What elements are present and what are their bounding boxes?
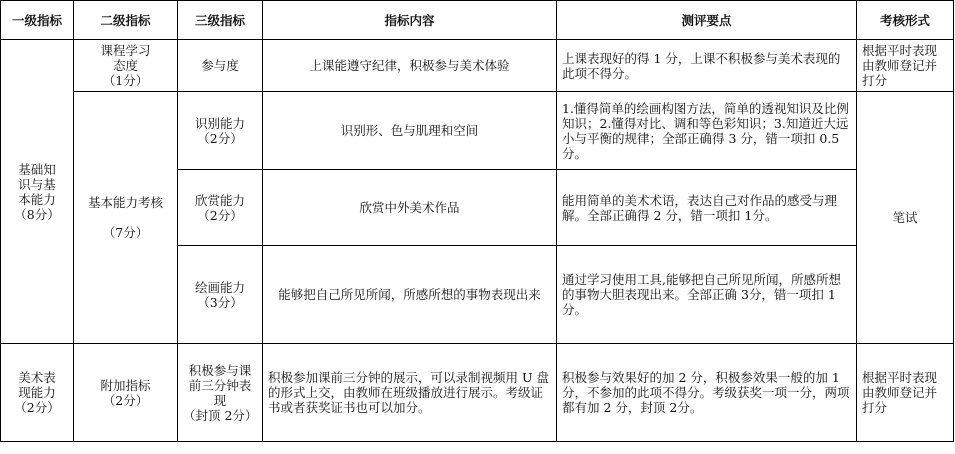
table-row — [1, 40, 954, 92]
content-appreciation: 欣赏中外美术作品 — [263, 170, 557, 246]
table-row — [1, 92, 954, 170]
header-content: 指标内容 — [263, 1, 557, 40]
content-pre-class-show: 积极参加课前三分钟的展示，可以录制视频用 U 盘的形式上交，由教师在班级播放进行展示。考级证书或者获奖证书也可以加分。 — [263, 344, 557, 442]
header-points: 测评要点 — [557, 1, 857, 40]
level1-basic-ability: 基础知 识与基 本能力 （8分） — [1, 40, 74, 344]
level3-recognition: 识别能力 （2分） — [178, 92, 263, 170]
points-pre-class-show: 积极参与效果好的加 2 分，积极参效果一般的加 1 分，不参加的此项不得分。考级获奖一项一分，两项都有加 2 分，封顶 2分。 — [557, 344, 857, 442]
points-appreciation: 能用简单的美术术语，表达自己对作品的感受与理解。全部正确得 2 分，错一项扣 1分。 — [557, 170, 857, 246]
header-row — [1, 1, 954, 40]
form-participation: 根据平时表现由教师登记并打分 — [857, 40, 954, 92]
header-level1: 一级指标 — [1, 1, 74, 40]
level3-pre-class-show: 积极参与课前三分钟表现 （封顶 2分） — [178, 344, 263, 442]
content-recognition: 识别形、色与肌理和空间 — [263, 92, 557, 170]
level2-attitude: 课程学习 态度 （1分） — [74, 40, 178, 92]
level3-participation: 参与度 — [178, 40, 263, 92]
form-written-test: 笔试 — [857, 92, 954, 344]
level2-additional: 附加指标 （2分） — [74, 344, 178, 442]
level2-basic-assessment: 基本能力考核 （7分） — [74, 92, 178, 344]
level1-art-expression: 美术表 现能力 （2分） — [1, 344, 74, 442]
level3-drawing: 绘画能力 （3分） — [178, 246, 263, 344]
content-participation: 上课能遵守纪律，积极参与美术体验 — [263, 40, 557, 92]
header-level3: 三级指标 — [178, 1, 263, 40]
table-row — [1, 344, 954, 442]
points-participation: 上课表现好的得 1 分，上课不积极参与美术表现的此项不得分。 — [557, 40, 857, 92]
form-pre-class-show: 根据平时表现由教师登记并打分 — [857, 344, 954, 442]
level3-appreciation: 欣赏能力 （2分） — [178, 170, 263, 246]
content-drawing: 能够把自己所见所闻，所感所想的事物表现出来 — [263, 246, 557, 344]
header-level2: 二级指标 — [74, 1, 178, 40]
points-drawing: 通过学习使用工具,能够把自己所见所闻，所感所想的事物大胆表现出来。全部正确 3分，错一项扣 1分。 — [557, 246, 857, 344]
points-recognition: 1.懂得简单的绘画构图方法，简单的透视知识及比例知识；2.懂得对比、调和等色彩知识；3.知道近大远小与平衡的规律；全部正确得 3 分，错一项扣 0.5 分。 — [557, 92, 857, 170]
header-form: 考核形式 — [857, 1, 954, 40]
